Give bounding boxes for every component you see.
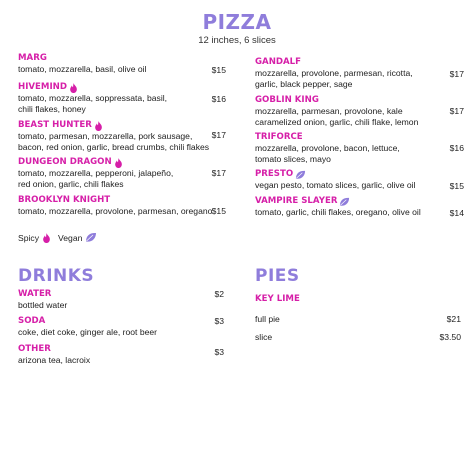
item-price: $14 <box>449 208 464 218</box>
item-desc: tomato, mozzarella, soppressata, basil, <box>18 93 168 103</box>
item-name: OTHER <box>18 344 51 354</box>
item-price: $2 <box>214 289 224 299</box>
item-desc: bottled water <box>18 300 68 310</box>
item-name: BEAST HUNTER <box>18 120 233 131</box>
item-desc: caramelized onion, garlic, chili flake, lemon <box>255 116 419 127</box>
item-price: $15 <box>211 65 226 75</box>
item-name: GOBLIN KING <box>255 95 319 105</box>
item-desc: mozzarella, provolone, parmesan, ricotta, <box>255 68 413 78</box>
item-price: $3 <box>214 316 224 326</box>
item-name: DUNGEON DRAGON <box>18 157 228 168</box>
item-desc: mozzarella, provolone, bacon, lettuce, <box>255 143 400 153</box>
item-desc: vegan pesto, tomato slices, garlic, olive oil <box>255 180 416 190</box>
pizza-section-title: PIZZA <box>202 10 272 34</box>
pizza-subtitle: 12 inches, 6 slices <box>198 35 276 46</box>
leaf-icon <box>85 232 97 243</box>
item-desc: tomato, mozzarella, pepperoni, jalapeño, <box>18 168 174 178</box>
item-desc: tomato slices, mayo <box>255 153 331 164</box>
item-name: PRESTO <box>255 169 455 180</box>
item-name: VAMPIRE SLAYER <box>255 196 460 207</box>
fire-icon <box>42 233 51 243</box>
item-desc: tomato, mozzarella, provolone, parmesan, oregano <box>18 206 213 216</box>
item-desc: chili flakes, honey <box>18 103 86 114</box>
item-name: WATER <box>18 289 52 299</box>
item-name: TRIFORCE <box>255 132 303 142</box>
drinks-section-title: DRINKS <box>18 266 95 286</box>
pie-option-label: full pie <box>255 314 280 324</box>
pie-option-price: $3.50 <box>439 332 461 342</box>
fire-icon <box>69 83 78 93</box>
item-desc: coke, diet coke, ginger ale, root beer <box>18 327 158 337</box>
leaf-icon <box>295 170 306 180</box>
item-name: MARG <box>18 53 47 63</box>
pie-item-name: KEY LIME <box>255 294 300 304</box>
item-desc: red onion, garlic, chili flakes <box>18 178 124 189</box>
item-price: $17 <box>211 168 226 178</box>
item-price: $3 <box>214 347 224 357</box>
item-desc: arizona tea, lacroix <box>18 355 91 365</box>
item-desc: tomato, mozzarella, basil, olive oil <box>18 64 147 74</box>
item-desc: mozzarella, parmesan, provolone, kale <box>255 106 403 116</box>
leaf-icon <box>339 197 350 207</box>
item-price: $17 <box>449 69 464 79</box>
item-price: $16 <box>211 94 226 104</box>
fire-icon <box>94 121 103 131</box>
item-price: $17 <box>211 130 226 140</box>
pies-section-title: PIES <box>255 266 300 286</box>
dietary-legend <box>18 232 97 243</box>
item-price: $17 <box>449 106 464 116</box>
item-name: HIVEMIND <box>18 82 228 93</box>
item-name: GANDALF <box>255 57 302 67</box>
item-desc: tomato, garlic, chili flakes, oregano, olive oil <box>255 207 421 217</box>
pie-option-label: slice <box>255 332 273 342</box>
item-desc: bacon, red onion, garlic, bread crumbs, chili flakes <box>18 141 210 152</box>
legend-vegan-label: Vegan <box>58 232 83 243</box>
item-price: $15 <box>211 206 226 216</box>
item-price: $16 <box>449 143 464 153</box>
item-name: SODA <box>18 316 46 326</box>
legend-spicy-label: Spicy <box>18 232 40 243</box>
item-desc: garlic, black pepper, sage <box>255 78 353 89</box>
item-desc: tomato, parmesan, mozzarella, pork sausage, <box>18 131 193 141</box>
pie-option-price: $21 <box>446 314 461 324</box>
item-name: BROOKLYN KNIGHT <box>18 195 111 205</box>
fire-icon <box>114 158 123 168</box>
item-price: $15 <box>449 181 464 191</box>
